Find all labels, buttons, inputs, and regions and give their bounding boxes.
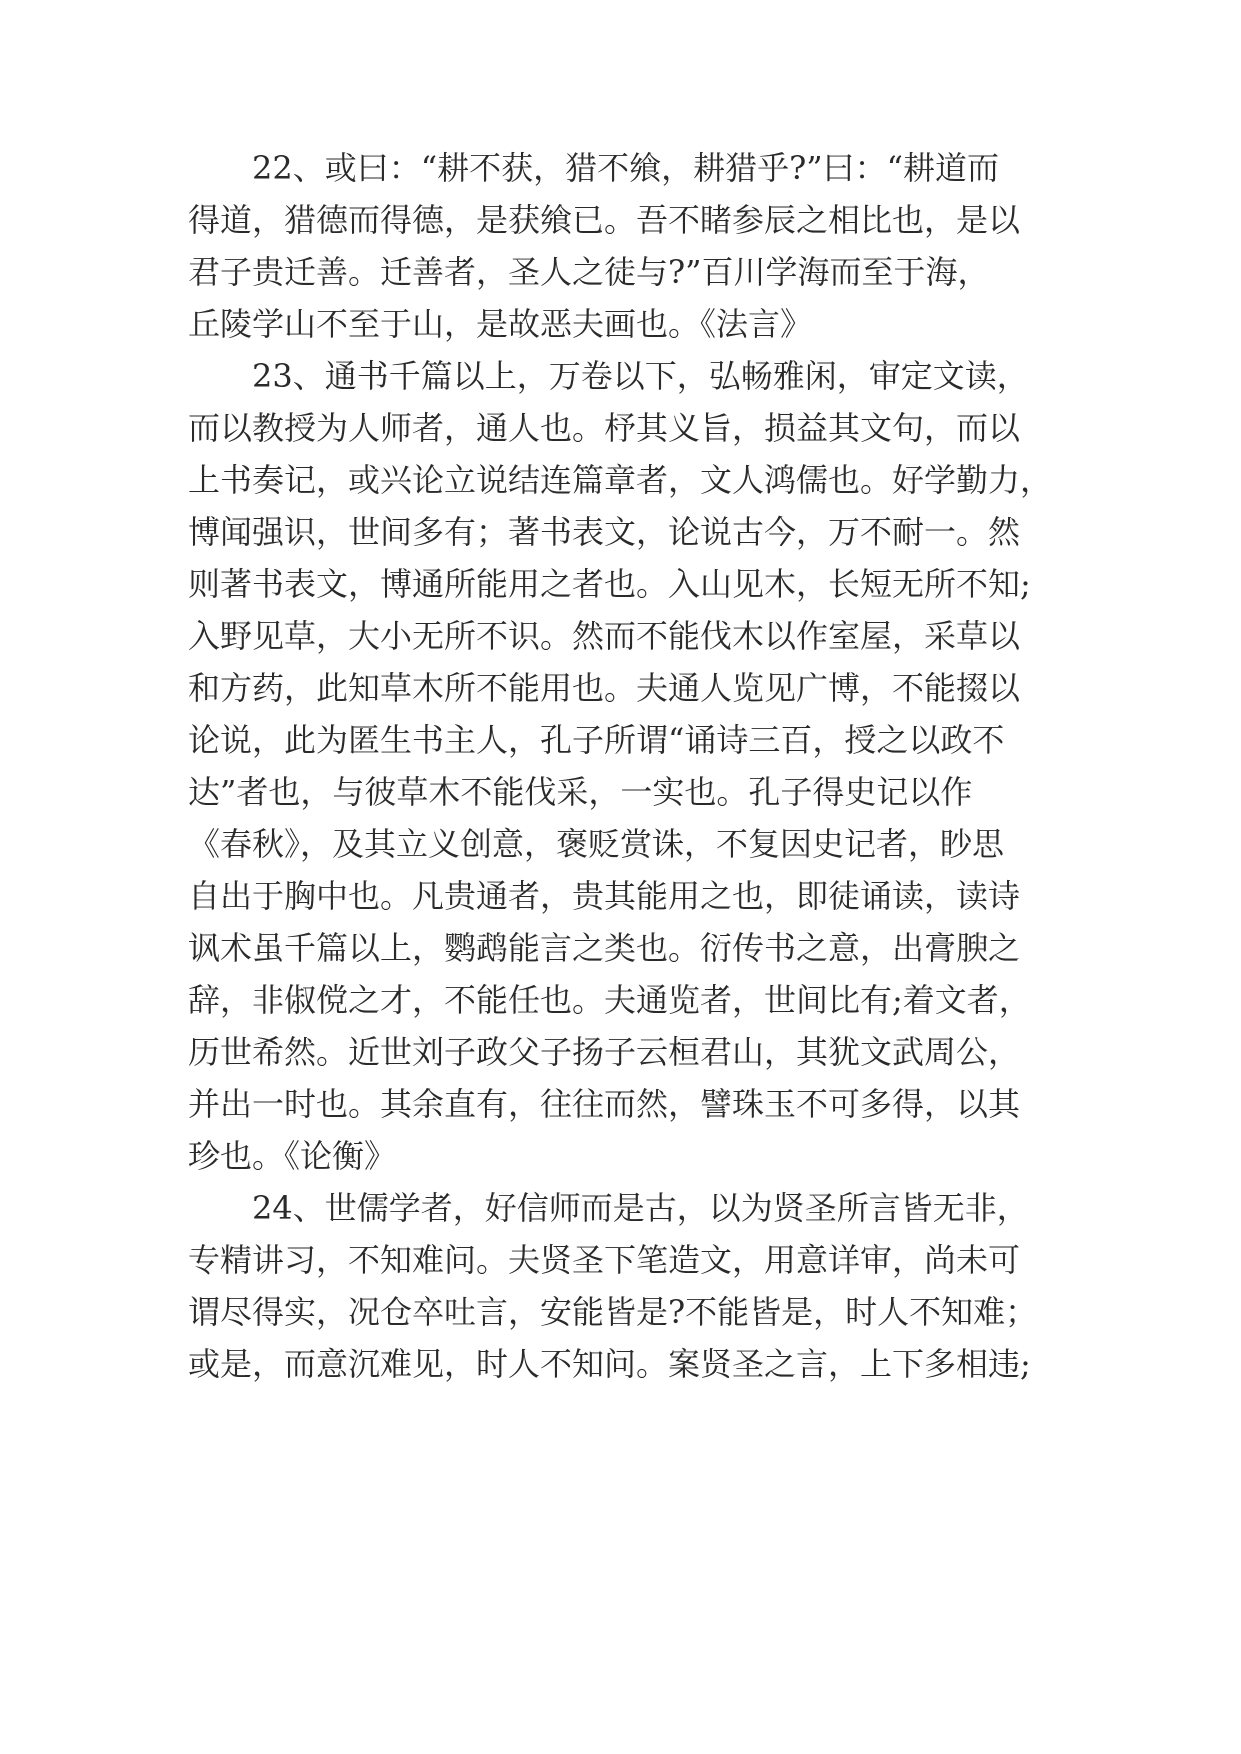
text-line: 《春秋》，及其立义创意，褒贬赏诛，不复因史记者，眇思 — [188, 825, 1005, 863]
text-line: 专精讲习，不知难问。夫贤圣下笔造文，用意详审，尚未可 — [188, 1241, 1021, 1279]
text-line: 并出一时也。其余直有，往往而然，譬珠玉不可多得，以其 — [188, 1085, 1021, 1123]
text-line: 君子贵迁善。迁善者，圣人之徒与?”百川学海而至于海， — [188, 253, 990, 291]
text-line: 23、通书千篇以上，万卷以下，弘畅雅闲，审定文读， — [252, 357, 1029, 395]
text-line: 入野见草，大小无所不识。然而不能伐木以作室屋，采草以 — [188, 617, 1021, 655]
text-line: 则著书表文，博通所能用之者也。入山见木，长短无所不知; — [188, 565, 1031, 603]
text-line: 历世希然。近世刘子政父子扬子云桓君山，其犹文武周公， — [188, 1033, 1021, 1071]
text-line: 论说，此为匿生书主人，孔子所谓“诵诗三百，授之以政不 — [188, 721, 1005, 759]
text-line: 而以教授为人师者，通人也。杼其义旨，损益其文句，而以 — [188, 409, 1021, 447]
text-line: 达”者也，与彼草木不能伐采，一实也。孔子得史记以作 — [188, 773, 973, 811]
text-line: 和方药，此知草木所不能用也。夫通人览见广博，不能掇以 — [188, 669, 1021, 707]
text-line: 自出于胸中也。凡贵通者，贵其能用之也，即徒诵读，读诗 — [188, 877, 1021, 915]
text-line: 珍也。《论衡》 — [188, 1137, 397, 1175]
text-line: 谓尽得实，况仓卒吐言，安能皆是?不能皆是，时人不知难； — [188, 1293, 1038, 1331]
text-line: 或是，而意沉难见，时人不知问。案贤圣之言，上下多相违; — [188, 1345, 1031, 1383]
text-line: 22、或曰：“耕不获，猎不飨，耕猎乎?”曰：“耕道而 — [252, 149, 999, 187]
text-line: 得道，猎德而得德，是获飨已。吾不睹参辰之相比也，是以 — [188, 201, 1021, 239]
text-line: 辞，非俶傥之才，不能任也。夫通览者，世间比有;着文者， — [188, 981, 1031, 1019]
text-line: 24、世儒学者，好信师而是古，以为贤圣所言皆无非， — [252, 1189, 1029, 1227]
text-line: 上书奏记，或兴论立说结连篇章者，文人鸿儒也。好学勤力， — [188, 461, 1053, 499]
text-line: 博闻强识，世间多有；著书表文，论说古今，万不耐一。然 — [188, 513, 1021, 551]
text-line: 讽术虽千篇以上，鹦鹉能言之类也。衍传书之意，出膏腴之 — [188, 929, 1021, 967]
text-line: 丘陵学山不至于山，是故恶夫画也。《法言》 — [188, 305, 813, 343]
